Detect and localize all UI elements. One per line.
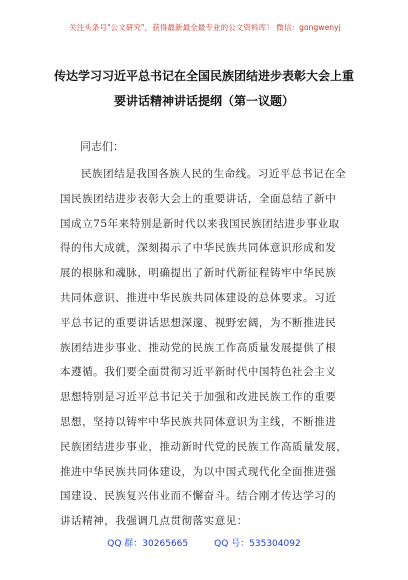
body-line: 共同体意识、推进中华民族共同体建设的总体要求。习近 [60,291,337,304]
body-line: 国建设、民族复兴伟业而不懈奋斗。结合刚才传达学习的 [60,490,337,503]
body-line: 展的根脉和魂脉，明确提出了新时代新征程铸牢中华民族 [60,267,337,280]
body-line: 推进中华民族共同体建设，为以中国式现代化全面推进强 [60,465,337,478]
body-line: 族团结进步事业、推动党的民族工作高质量发展提供了根 [60,341,337,354]
header-notice: 关注头条号"公文研究"，获得最新最全最专业的公文资料库！ 微信：gongwenyj [69,23,341,32]
salutation: 同志们： [80,140,124,153]
body-line: 平总书记的重要讲话思想深邃、视野宏阔，为不断推进民 [60,316,337,329]
footer-contact [0,536,408,549]
qq-group-label: QQ 群：30265665 [107,539,189,549]
document-title [48,64,360,114]
body-line: 讲话精神，我强调几点贯彻落实意见： [60,515,248,528]
body-line: 民族团结是我国各族人民的生命线。习近平总书记在全 [81,168,347,180]
body-line: 思想特别是习近平总书记关于加强和改进民族工作的重要 [60,391,337,404]
body-line: 得的伟大成就，深刻揭示了中华民族共同体意识形成和发 [60,242,337,255]
document-body [60,162,354,534]
body-line: 民族团结进步事业，推动新时代党的民族工作高质量发展， [60,440,348,453]
qq-number-label: QQ 号：535304092 [214,539,301,549]
body-line: 思想，坚持以铸牢中华民族共同体意识为主线，不断推进 [60,415,337,428]
title-line: 要讲话精神讲话提纲（第一议题） [113,94,294,108]
body-line: 国成立75年来特别是新时代以来我国民族团结进步事业取 [60,217,340,230]
body-line: 本遵循。我们要全面贯彻习近平新时代中国特色社会主义 [60,366,337,379]
title-line: 传达学习习近平总书记在全国民族团结进步表彰大会上重 [53,69,354,83]
body-line: 国民族团结进步表彰大会上的重要讲话，全面总结了新中 [60,192,337,205]
